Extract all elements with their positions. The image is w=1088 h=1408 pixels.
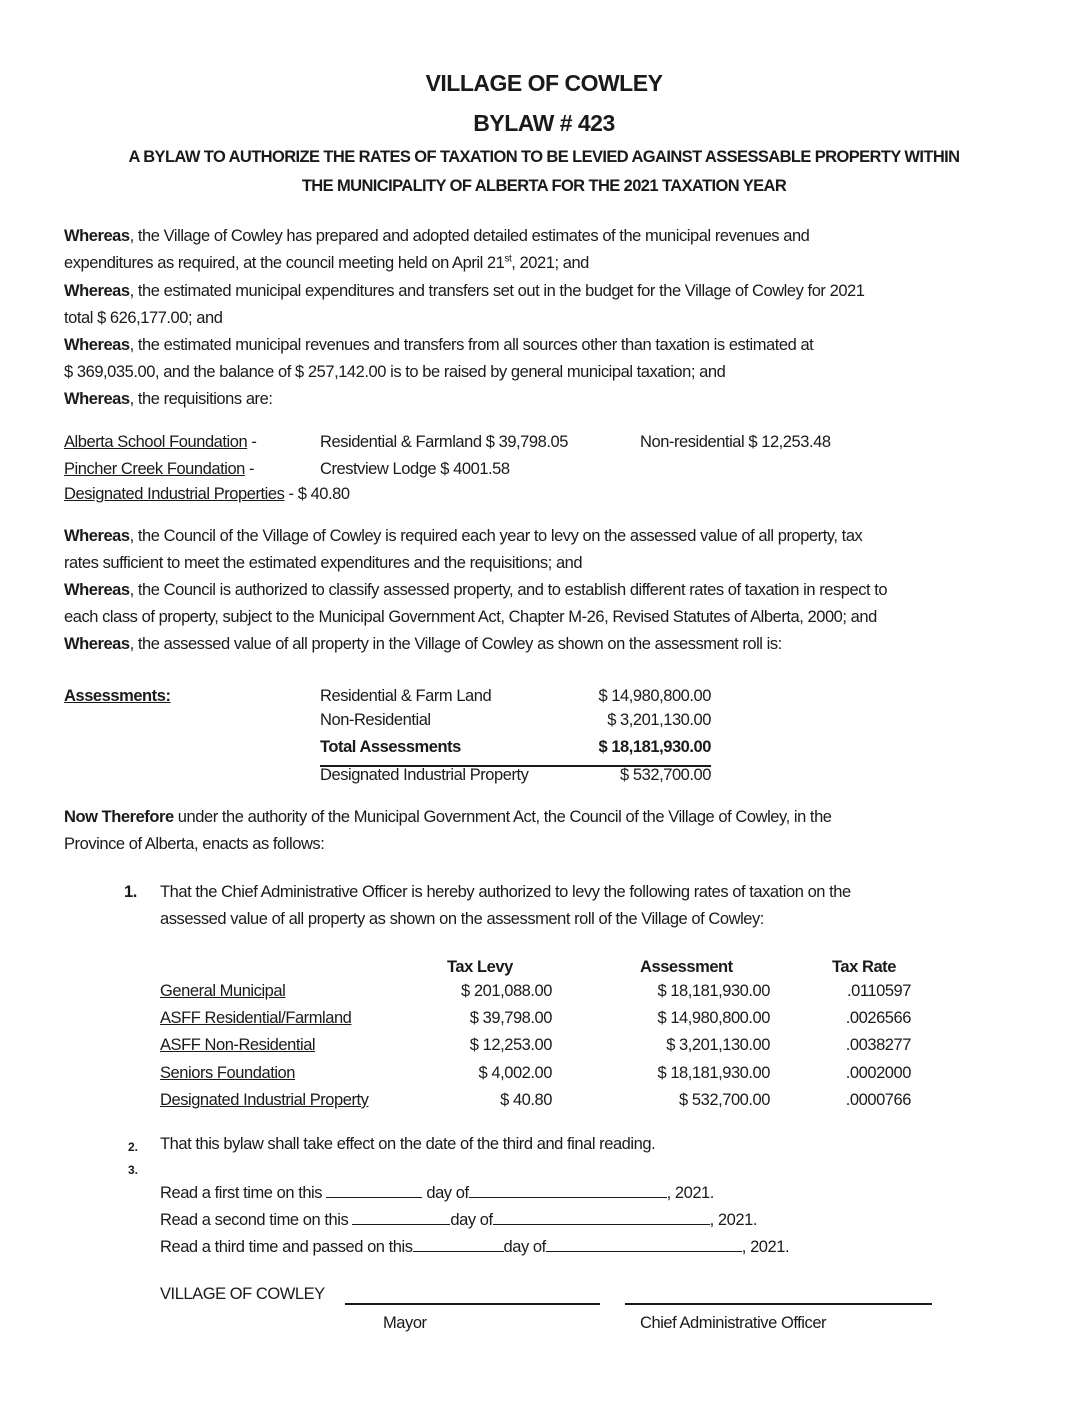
recital-text: expenditures as required, at the council meeting held on April 21 <box>64 254 505 272</box>
requisition-detail: Residential & Farmland $ 39,798.05 <box>320 433 568 451</box>
assessment-label: Designated Industrial Property <box>320 766 529 784</box>
recital-4-line1 <box>64 390 272 409</box>
tax-row-name: ASFF Non-Residential <box>160 1036 316 1054</box>
assessments-heading: Assessments: <box>64 687 171 705</box>
document-subtitle-line1: A BYLAW TO AUTHORIZE THE RATES OF TAXATION TO BE LEVIED AGAINST ASSESSABLE PROPERTY WITHIN <box>128 148 960 166</box>
reading-first <box>160 1183 714 1203</box>
whereas-label: Whereas <box>64 336 130 354</box>
reading-text: , 2021. <box>741 1238 790 1256</box>
clause-3-number: 3. <box>128 1163 139 1177</box>
recital-text: , the requisitions are: <box>129 390 273 408</box>
recital-6-line1 <box>64 581 887 600</box>
assessment-value: $ 532,700.00 <box>620 766 711 784</box>
requisition-name: Designated Industrial Properties <box>64 485 285 503</box>
mayor-signature-line[interactable] <box>345 1303 600 1305</box>
whereas-label: Whereas <box>64 282 130 300</box>
tax-row-rate: .0002000 <box>845 1064 911 1082</box>
tax-row-assessment: $ 3,201,130.00 <box>666 1036 770 1054</box>
requisition-detail: Crestview Lodge $ 4001.58 <box>320 460 510 478</box>
tax-row-levy: $ 39,798.00 <box>469 1009 552 1027</box>
day-blank-field[interactable] <box>326 1183 422 1198</box>
assessment-total-value: $ 18,181,930.00 <box>598 738 711 756</box>
requisition-row-2 <box>64 460 254 479</box>
recital-3-line1 <box>64 336 813 355</box>
requisition-name: Alberta School Foundation <box>64 433 248 451</box>
tax-table-header-levy: Tax Levy <box>447 958 513 976</box>
document-subtitle-line2: THE MUNICIPALITY OF ALBERTA FOR THE 2021 TAXATION YEAR <box>301 177 787 195</box>
cao-signature-line[interactable] <box>625 1303 932 1305</box>
now-therefore-label: Now Therefore <box>64 808 174 826</box>
reading-third <box>160 1237 789 1257</box>
recital-text: , the Village of Cowley has prepared and adopted detailed estimates of the municipal revenues and <box>129 227 810 245</box>
assessment-value: $ 3,201,130.00 <box>607 711 711 729</box>
enacting-text: under the authority of the Municipal Government Act, the Council of the Village of Cowley, in the <box>173 808 832 826</box>
reading-text: , 2021. <box>709 1211 757 1229</box>
cao-label: Chief Administrative Officer <box>640 1314 827 1332</box>
tax-row-rate: .0038277 <box>845 1036 911 1054</box>
tax-row-rate: .0000766 <box>845 1091 911 1109</box>
recital-5-line2: rates sufficient to meet the estimated expenditures and the requisitions; and <box>64 554 583 572</box>
recital-text: , the Council of the Village of Cowley is required each year to levy on the assessed value of all property, tax <box>129 527 863 545</box>
whereas-label: Whereas <box>64 527 130 545</box>
reading-text: Read a second time on this <box>160 1211 353 1229</box>
tax-row-name: Designated Industrial Property <box>160 1091 369 1109</box>
assessment-label: Non-Residential <box>320 711 431 729</box>
whereas-label: Whereas <box>64 390 130 408</box>
now-therefore-line1 <box>64 808 832 827</box>
recital-text: , the estimated municipal expenditures and transfers set out in the budget for the Village of Cowley for 2021 <box>129 282 865 300</box>
assessment-total-label: Total Assessments <box>320 738 461 756</box>
assessment-value: $ 14,980,800.00 <box>598 687 711 705</box>
recital-1-line1 <box>64 227 809 246</box>
month-blank-field[interactable] <box>546 1237 742 1252</box>
requisition-row-1 <box>64 433 256 452</box>
now-therefore-line2: Province of Alberta, enacts as follows: <box>64 835 325 853</box>
requisition-name: Pincher Creek Foundation <box>64 460 245 478</box>
requisition-row-3 <box>64 485 350 504</box>
recital-text: , the Council is authorized to classify assessed property, and to establish different rates of taxation in respect to <box>129 581 888 599</box>
recital-text: , 2021; and <box>511 254 589 272</box>
signature-org: VILLAGE OF COWLEY <box>160 1285 325 1303</box>
requisition-separator: - <box>244 460 255 478</box>
tax-row-name: General Municipal <box>160 982 286 1000</box>
clause-1-line2: assessed value of all property as shown on the assessment roll of the Village of Cowley: <box>160 910 764 928</box>
tax-row-rate: .0110597 <box>847 982 911 1000</box>
document-title-village: VILLAGE OF COWLEY <box>425 70 663 96</box>
recital-6-line2: each class of property, subject to the Municipal Government Act, Chapter M-26, Revised Statutes of Alberta, 2000; and <box>64 608 877 626</box>
whereas-label: Whereas <box>64 581 130 599</box>
tax-row-name: Seniors Foundation <box>160 1064 295 1082</box>
clause-1-line1: That the Chief Administrative Officer is hereby authorized to levy the following rates of taxation on the <box>160 883 851 901</box>
tax-table-header-assessment: Assessment <box>640 958 733 976</box>
clause-2-text: That this bylaw shall take effect on the date of the third and final reading. <box>160 1135 656 1153</box>
whereas-label: Whereas <box>64 227 130 245</box>
recital-1-line2 <box>64 254 589 273</box>
mayor-label: Mayor <box>383 1314 427 1332</box>
requisition-separator: - <box>247 433 257 451</box>
reading-text: Read a first time on this <box>160 1184 327 1202</box>
recital-5-line1 <box>64 527 862 546</box>
reading-second <box>160 1210 757 1230</box>
assessment-label: Residential & Farm Land <box>320 687 492 705</box>
document-title-bylaw-number: BYLAW # 423 <box>473 110 615 136</box>
tax-row-levy: $ 201,088.00 <box>461 982 552 1000</box>
day-blank-field[interactable] <box>352 1210 450 1225</box>
recital-text: , the estimated municipal revenues and transfers from all sources other than taxation is estimated at <box>129 336 814 354</box>
tax-row-rate: .0026566 <box>845 1009 911 1027</box>
tax-row-assessment: $ 14,980,800.00 <box>657 1009 770 1027</box>
reading-text: day of <box>422 1184 469 1202</box>
month-blank-field[interactable] <box>493 1210 710 1225</box>
tax-row-assessment: $ 532,700.00 <box>679 1091 770 1109</box>
recital-text: , the assessed value of all property in the Village of Cowley as shown on the assessment roll is: <box>129 635 782 653</box>
tax-row-assessment: $ 18,181,930.00 <box>657 982 770 1000</box>
tax-row-name: ASFF Residential/Farmland <box>160 1009 352 1027</box>
reading-text: day of <box>450 1211 493 1229</box>
recital-2-line2: total $ 626,177.00; and <box>64 309 223 327</box>
day-blank-field[interactable] <box>413 1237 504 1252</box>
recital-7-line1 <box>64 635 782 654</box>
requisition-detail: Non-residential $ 12,253.48 <box>640 433 831 451</box>
month-blank-field[interactable] <box>469 1183 667 1198</box>
clause-1-number: 1. <box>124 883 137 901</box>
whereas-label: Whereas <box>64 635 130 653</box>
recital-3-line2: $ 369,035.00, and the balance of $ 257,142.00 is to be raised by general municipal taxation; and <box>64 363 726 381</box>
reading-text: , 2021. <box>666 1184 714 1202</box>
tax-row-assessment: $ 18,181,930.00 <box>657 1064 770 1082</box>
requisition-separator: - $ 40.80 <box>284 485 350 503</box>
recital-2-line1 <box>64 282 865 301</box>
reading-text: Read a third time and passed on this <box>160 1238 413 1256</box>
tax-table-header-rate: Tax Rate <box>832 958 896 976</box>
ordinal-suffix: st <box>504 253 512 265</box>
tax-row-levy: $ 12,253.00 <box>469 1036 552 1054</box>
reading-text: day of <box>503 1238 546 1256</box>
clause-2-number: 2. <box>128 1140 139 1154</box>
tax-row-levy: $ 4,002.00 <box>478 1064 552 1082</box>
tax-row-levy: $ 40.80 <box>500 1091 552 1109</box>
